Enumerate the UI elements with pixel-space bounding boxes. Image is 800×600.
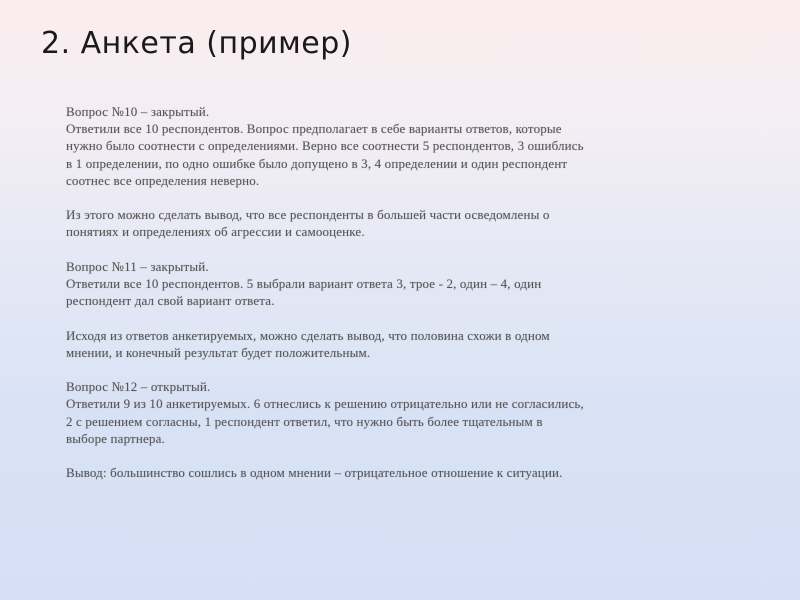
text-line: Вывод: большинство сошлись в одном мнении – отрицательное отношение к ситуации. bbox=[66, 465, 563, 481]
paragraph-question-11 bbox=[66, 258, 716, 310]
text-line: респондент дал свой вариант ответа. bbox=[66, 293, 275, 309]
text-line: Ответили все 10 респондентов. 5 выбрали вариант ответа 3, трое - 2, один – 4, один bbox=[66, 276, 542, 291]
paragraph-conclusion-12 bbox=[66, 464, 716, 481]
text-line: соотнес все определения неверно. bbox=[66, 172, 260, 188]
text-line: нужно было соотнести с определениями. Верно все соотнести 5 респондентов, 3 ошиблись bbox=[66, 138, 584, 154]
slide-title: 2. Анкета (пример) bbox=[41, 26, 352, 61]
text-line: Ответили все 10 респондентов. Вопрос предполагает в себе варианты ответов, которые bbox=[66, 121, 562, 137]
paragraph-conclusion-10 bbox=[66, 206, 716, 240]
text-line: понятиях и определениях об агрессии и самооценке. bbox=[66, 224, 365, 240]
paragraph-conclusion-11 bbox=[66, 327, 716, 361]
text-line: Вопрос №11 – закрытый. bbox=[66, 258, 209, 274]
text-line: Вопрос №10 – закрытый. bbox=[66, 104, 210, 119]
text-line: выборе партнера. bbox=[66, 430, 165, 446]
text-line: Ответили 9 из 10 анкетируемых. 6 отнеслись к решению отрицательно или не согласились, bbox=[66, 396, 584, 412]
text-line: 2 с решением согласны, 1 респондент ответил, что нужно быть более тщательным в bbox=[66, 413, 543, 429]
text-line: в 1 определении, по одно ошибке было допущено в 3, 4 определении и один респондент bbox=[66, 155, 568, 171]
text-line: мнении, и конечный результат будет положительным. bbox=[66, 344, 371, 360]
paragraph-question-10 bbox=[66, 103, 716, 189]
text-line: Из этого можно сделать вывод, что все респонденты в большей части осведомлены о bbox=[66, 207, 550, 223]
paragraph-question-12 bbox=[66, 378, 716, 447]
text-line: Вопрос №12 – открытый. bbox=[66, 379, 211, 395]
slide-body bbox=[66, 103, 716, 499]
text-line: Исходя из ответов анкетируемых, можно сделать вывод, что половина схожи в одном bbox=[66, 327, 550, 343]
